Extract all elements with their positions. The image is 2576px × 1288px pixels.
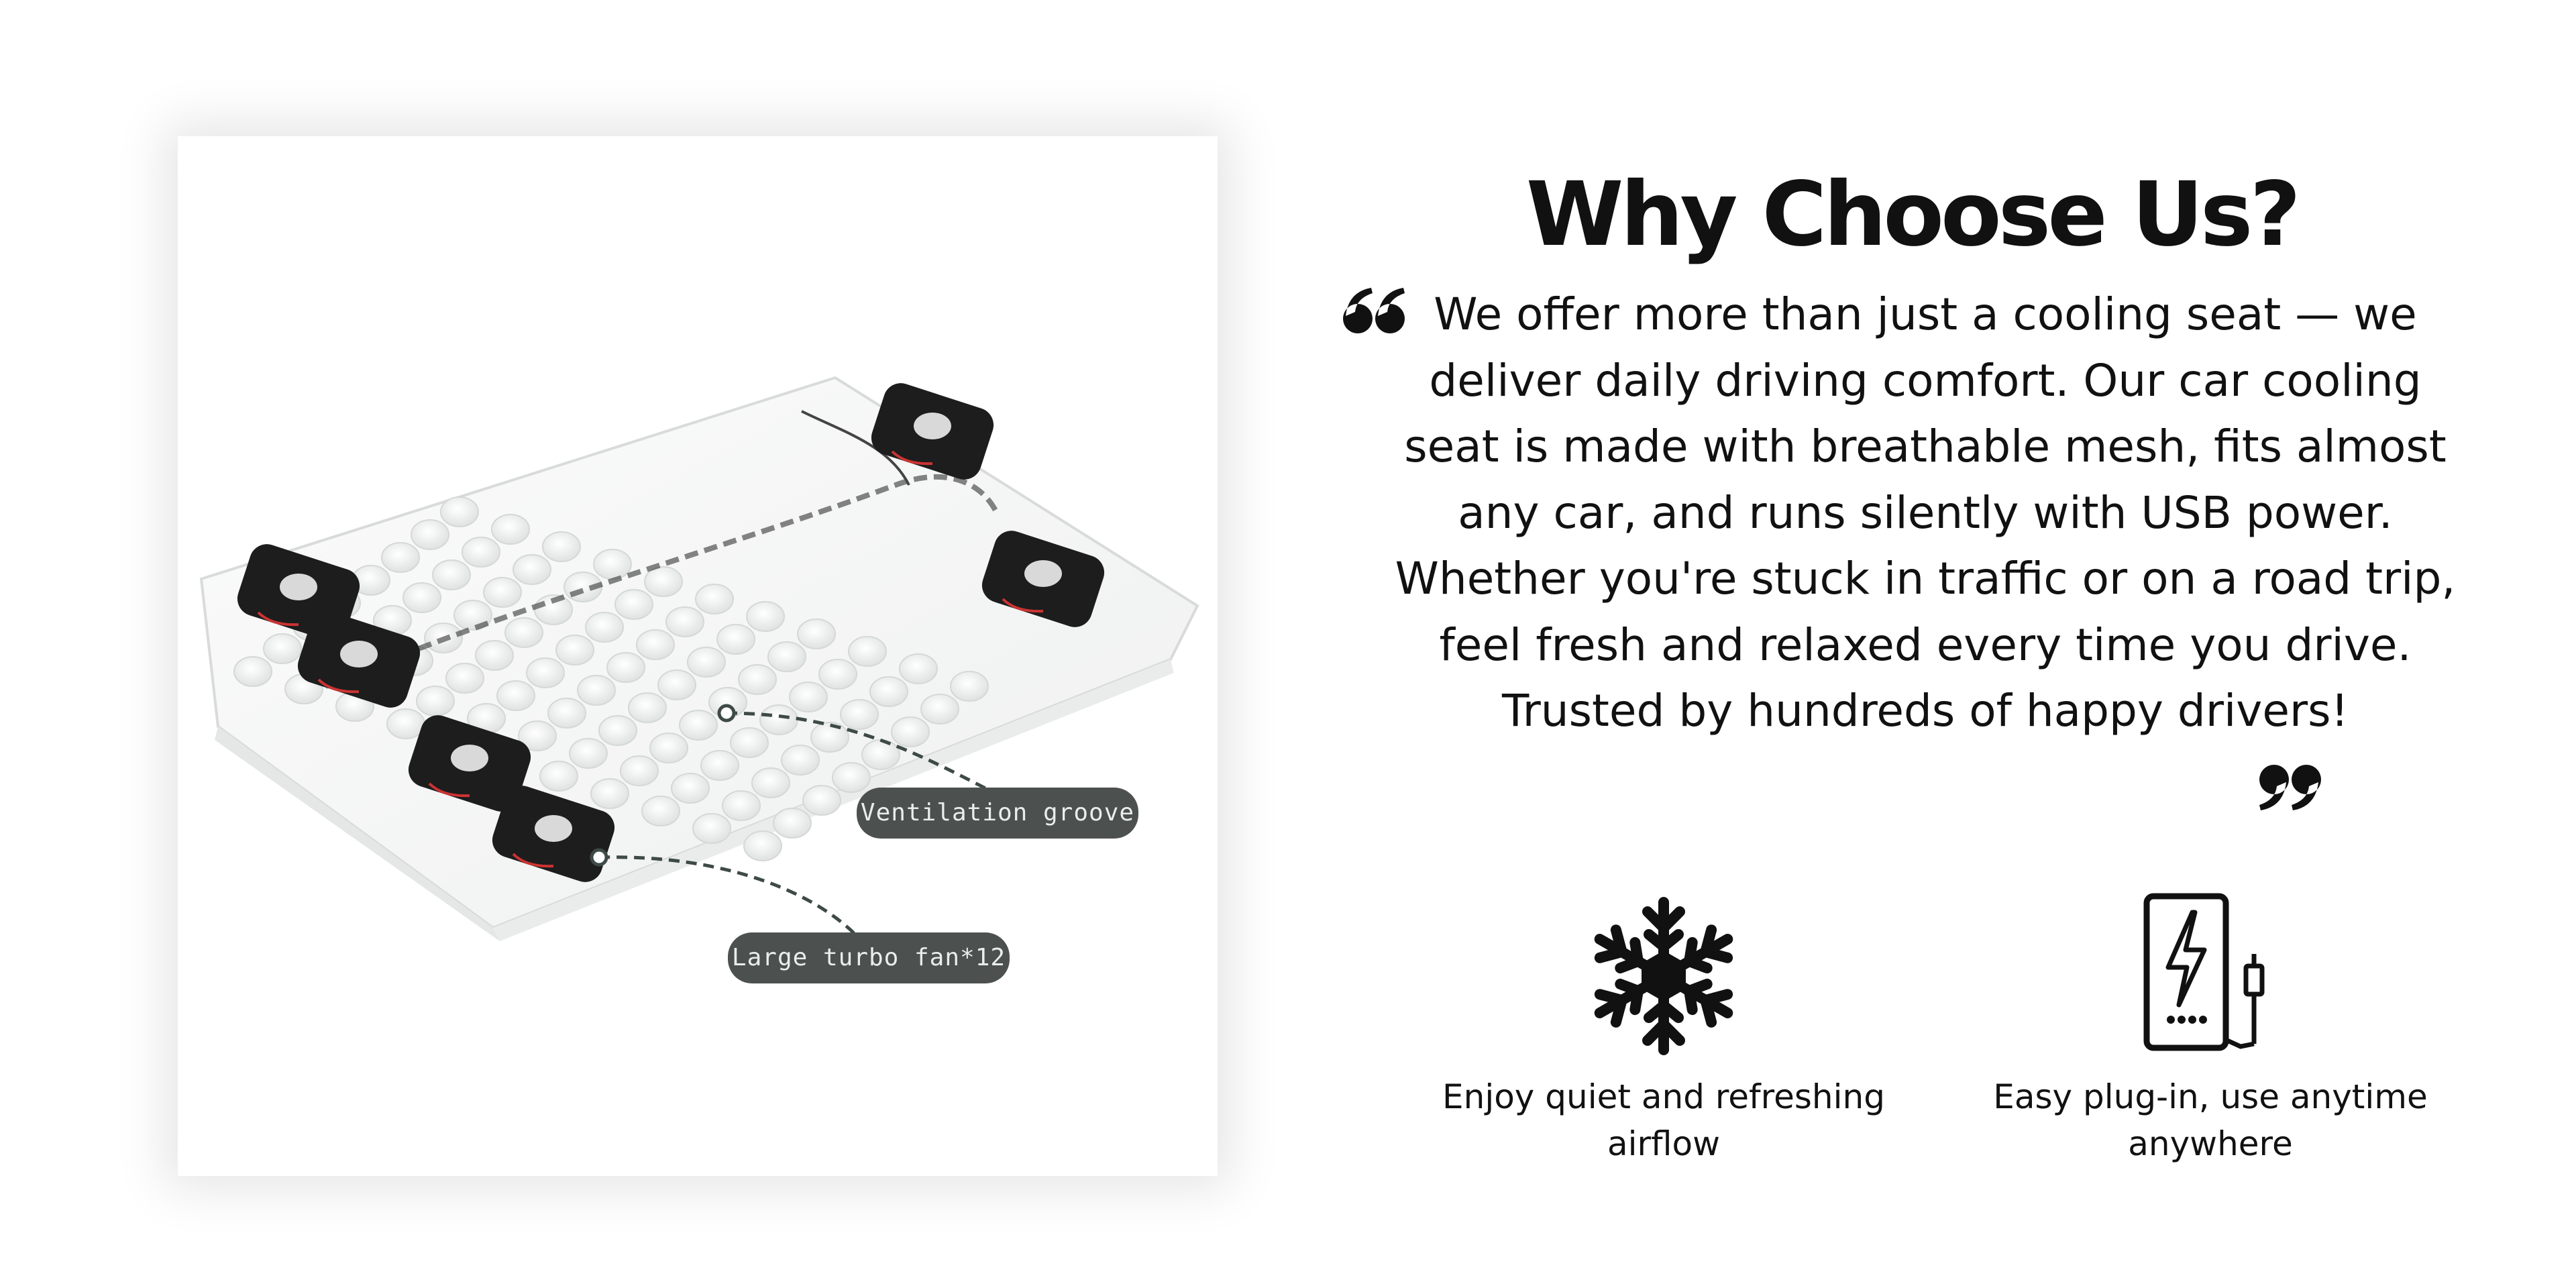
vent-bubble	[476, 641, 513, 670]
vent-bubble	[739, 665, 776, 694]
vent-bubble	[570, 739, 607, 768]
vent-bubble	[462, 537, 500, 567]
vent-bubble	[264, 634, 301, 663]
testimonial-quote: We offer more than just a cooling seat — we deliver daily driving comfort. Our car cooling seat is made with breathable mesh, fits almost any car, and runs silently with USB power. Whether you're stuck in traffic or on a road trip, feel fresh and relaxed every time you drive. Trusted by hundreds of happy drivers!	[1395, 288, 2456, 737]
vent-bubble	[717, 625, 755, 654]
vent-bubble	[548, 698, 586, 728]
vent-bubble	[556, 635, 594, 665]
vent-bubble	[527, 658, 564, 688]
vent-bubble	[811, 722, 849, 752]
vent-bubble	[688, 647, 725, 677]
feature-usb-power	[1962, 892, 2459, 1167]
vent-bubble	[752, 768, 790, 798]
vent-bubble	[798, 619, 835, 649]
vent-bubble	[892, 717, 929, 747]
vent-bubble	[540, 761, 578, 791]
vent-bubble	[497, 681, 535, 710]
turbo-fan-callout: Large turbo fan*12	[728, 932, 1010, 983]
product-image-card	[178, 136, 1218, 1176]
vent-bubble	[760, 705, 798, 735]
vent-bubble	[382, 543, 419, 572]
vent-bubble	[492, 515, 529, 544]
vent-bubble	[862, 740, 900, 769]
vent-bubble	[672, 773, 709, 803]
vent-bubble	[768, 642, 806, 672]
vent-bubble	[446, 663, 484, 693]
vent-bubble	[621, 756, 658, 786]
vent-bubble	[722, 791, 760, 820]
vent-bubble	[773, 808, 811, 838]
vent-bubble	[731, 728, 768, 757]
cooling-seat-illustration	[178, 136, 1218, 1176]
vent-bubble	[900, 654, 937, 684]
vent-bubble	[666, 607, 704, 637]
vent-bubble	[607, 653, 645, 682]
vent-bubble	[433, 560, 470, 590]
vent-bubble	[484, 578, 521, 607]
vent-bubble	[505, 618, 543, 647]
vent-bubble	[747, 602, 784, 631]
ventilation-groove-callout: Ventilation groove	[857, 788, 1138, 839]
vent-bubble	[819, 659, 857, 689]
vent-bubble	[650, 733, 688, 763]
vent-bubble	[658, 670, 696, 700]
vent-bubble	[417, 686, 454, 716]
vent-bubble	[637, 630, 674, 659]
vent-bubble	[645, 567, 682, 596]
snowflake-icon	[1587, 892, 1741, 1060]
vent-bubble	[782, 745, 819, 775]
vent-bubble	[951, 672, 988, 701]
vent-bubble	[594, 549, 631, 579]
vent-bubble	[591, 779, 629, 808]
vent-bubble	[870, 677, 908, 706]
vent-bubble	[701, 751, 739, 780]
vent-bubble	[841, 700, 878, 729]
vent-bubble	[921, 694, 959, 724]
vent-bubble	[403, 583, 441, 612]
vent-bubble	[629, 693, 666, 722]
vent-bubble	[803, 786, 841, 815]
vent-bubble	[578, 676, 615, 705]
feature-label-airflow: Enjoy quiet and refreshing airflow	[1442, 1077, 1885, 1163]
vent-bubble	[586, 612, 623, 642]
why-choose-us-title: Why Choose Us?	[1525, 163, 2298, 266]
vent-bubble	[680, 710, 717, 740]
vent-bubble	[642, 796, 680, 826]
feature-label-usb: Easy plug-in, use anytime anywhere	[1993, 1077, 2428, 1163]
vent-bubble	[234, 657, 272, 686]
vent-bubble	[744, 831, 782, 861]
vent-bubble	[790, 682, 827, 712]
vent-bubble	[849, 637, 886, 666]
vent-bubble	[693, 814, 731, 843]
vent-bubble	[441, 497, 478, 527]
vent-bubble	[833, 763, 870, 792]
vent-bubble	[696, 584, 733, 614]
vent-bubble	[513, 555, 551, 584]
vent-bubble	[411, 520, 449, 549]
close-quote-icon	[2254, 759, 2328, 813]
feature-quiet-airflow	[1415, 892, 1912, 1167]
vent-bubble	[387, 709, 425, 739]
vent-bubble	[615, 590, 653, 619]
power-bank-icon	[2133, 892, 2288, 1060]
vent-bubble	[599, 716, 637, 745]
vent-bubble	[543, 532, 580, 561]
